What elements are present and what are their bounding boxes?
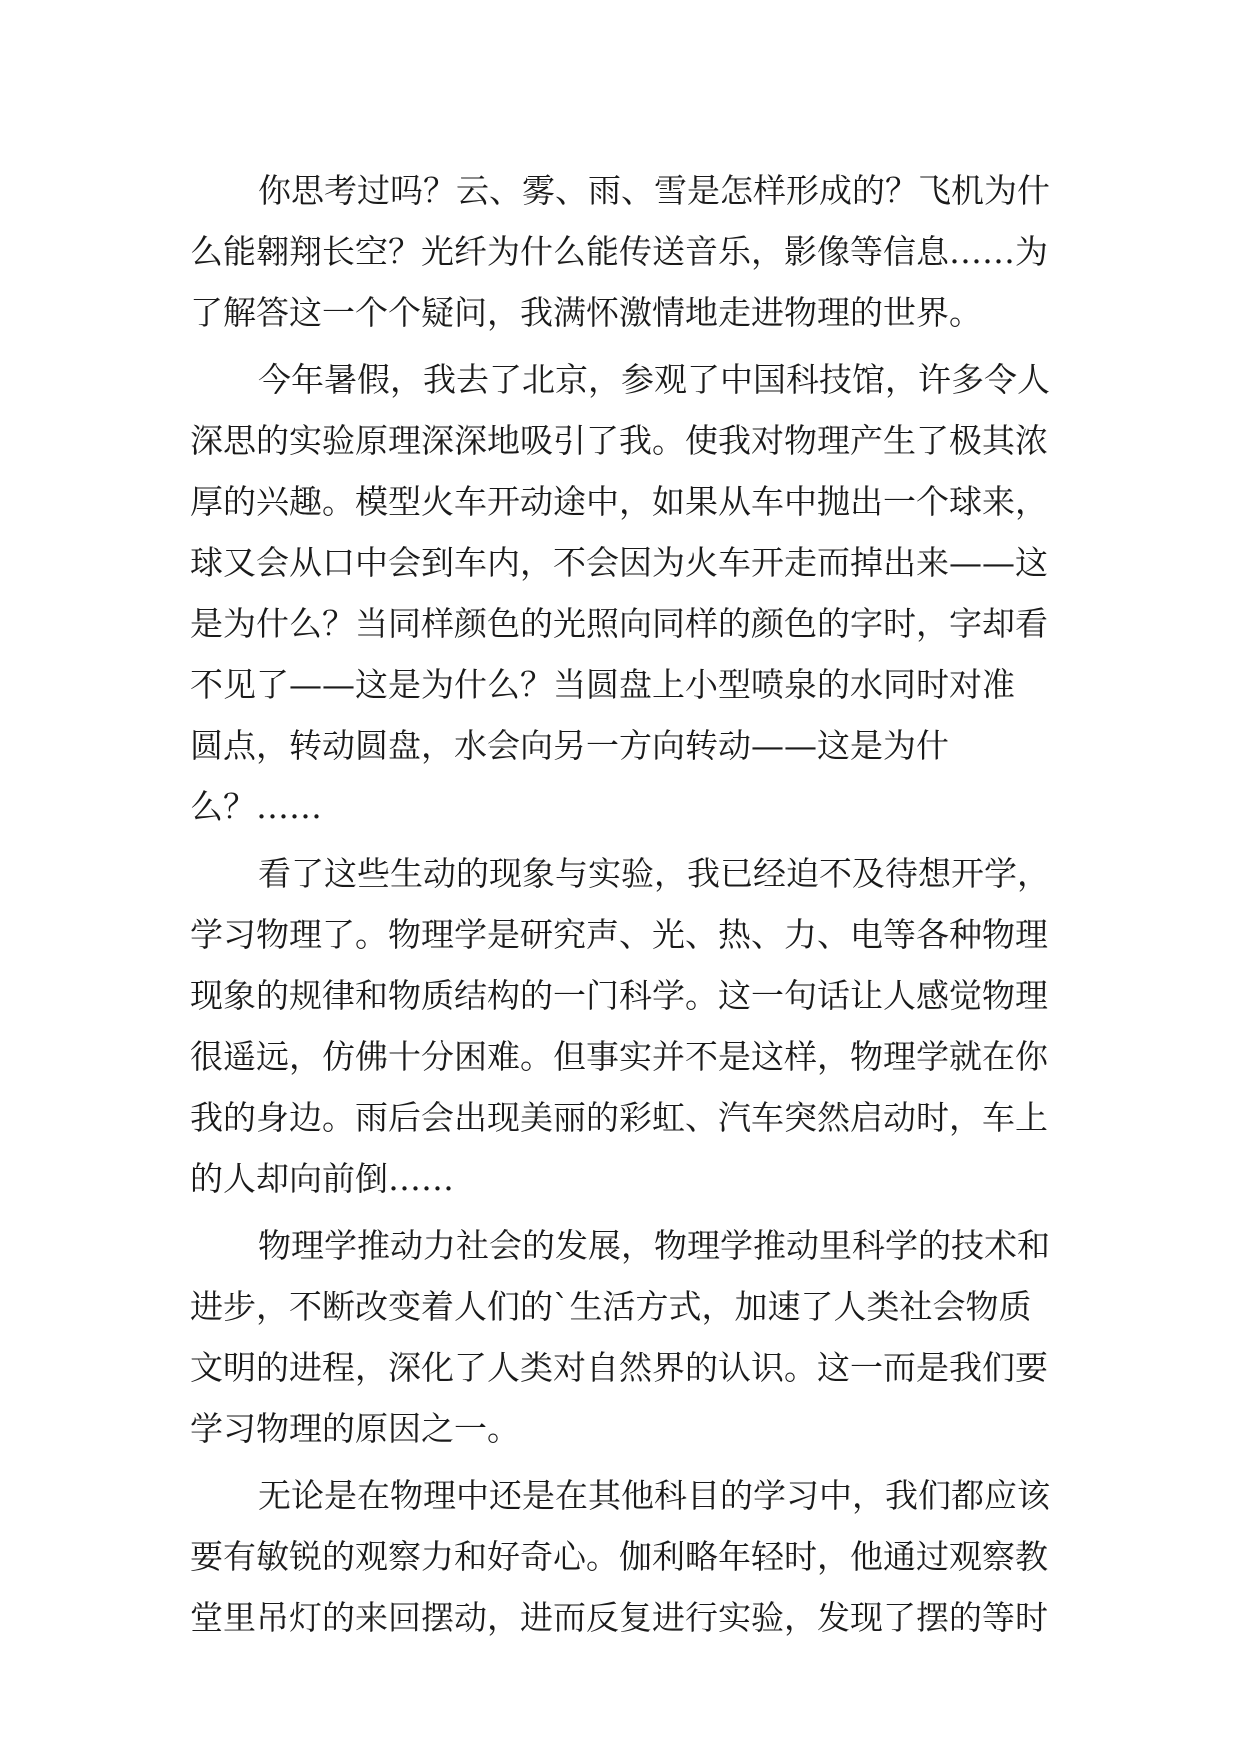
text-line: 无论是在物理中还是在其他科目的学习中，我们都应该 [258,1476,1050,1515]
text-line: 进步，不断改变着人们的`生活方式，加速了人类社会物质 [190,1287,1032,1326]
text-line: 我的身边。雨后会出现美丽的彩虹、汽车突然启动时，车上 [190,1098,1048,1137]
paragraph-3 [190,843,1050,1209]
text-line: 深思的实验原理深深地吸引了我。使我对物理产生了极其浓 [190,421,1048,460]
text-line: 很遥远，仿佛十分困难。但事实并不是这样，物理学就在你 [190,1037,1048,1076]
text-line: 了解答这一个个疑问，我满怀激情地走进物理的世界。 [190,293,982,332]
text-line: 是为什么？当同样颜色的光照向同样的颜色的字时，字却看 [190,604,1048,643]
paragraph-2 [190,349,1050,837]
text-line: 么？…… [190,787,322,826]
text-line: 圆点，转动圆盘，水会向另一方向转动——这是为什 [190,726,949,765]
paragraph-1 [190,160,1050,343]
text-line: 物理学推动力社会的发展，物理学推动里科学的技术和 [258,1226,1050,1265]
document-body [190,160,1050,1648]
text-line: 今年暑假，我去了北京，参观了中国科技馆，许多令人 [258,360,1050,399]
text-line: 学习物理了。物理学是研究声、光、热、力、电等各种物理 [190,915,1048,954]
text-line: 厚的兴趣。模型火车开动途中，如果从车中抛出一个球来， [190,482,1048,521]
paragraph-4 [190,1215,1050,1459]
text-line: 学习物理的原因之一。 [190,1409,520,1448]
text-line: 文明的进程，深化了人类对自然界的认识。这一而是我们要 [190,1348,1048,1387]
text-line: 球又会从口中会到车内，不会因为火车开走而掉出来——这 [190,543,1048,582]
text-line: 么能翱翔长空？光纤为什么能传送音乐，影像等信息……为 [190,232,1048,271]
text-line: 堂里吊灯的来回摆动，进而反复进行实验，发现了摆的等时 [190,1598,1048,1637]
text-line: 的人却向前倒…… [190,1159,454,1198]
text-line: 看了这些生动的现象与实验，我已经迫不及待想开学， [258,854,1050,893]
paragraph-5 [190,1465,1050,1648]
text-line: 要有敏锐的观察力和好奇心。伽利略年轻时，他通过观察教 [190,1537,1048,1576]
text-line: 不见了——这是为什么？当圆盘上小型喷泉的水同时对准 [190,665,1015,704]
text-line: 你思考过吗？云、雾、雨、雪是怎样形成的？飞机为什 [258,171,1050,210]
text-line: 现象的规律和物质结构的一门科学。这一句话让人感觉物理 [190,976,1048,1015]
